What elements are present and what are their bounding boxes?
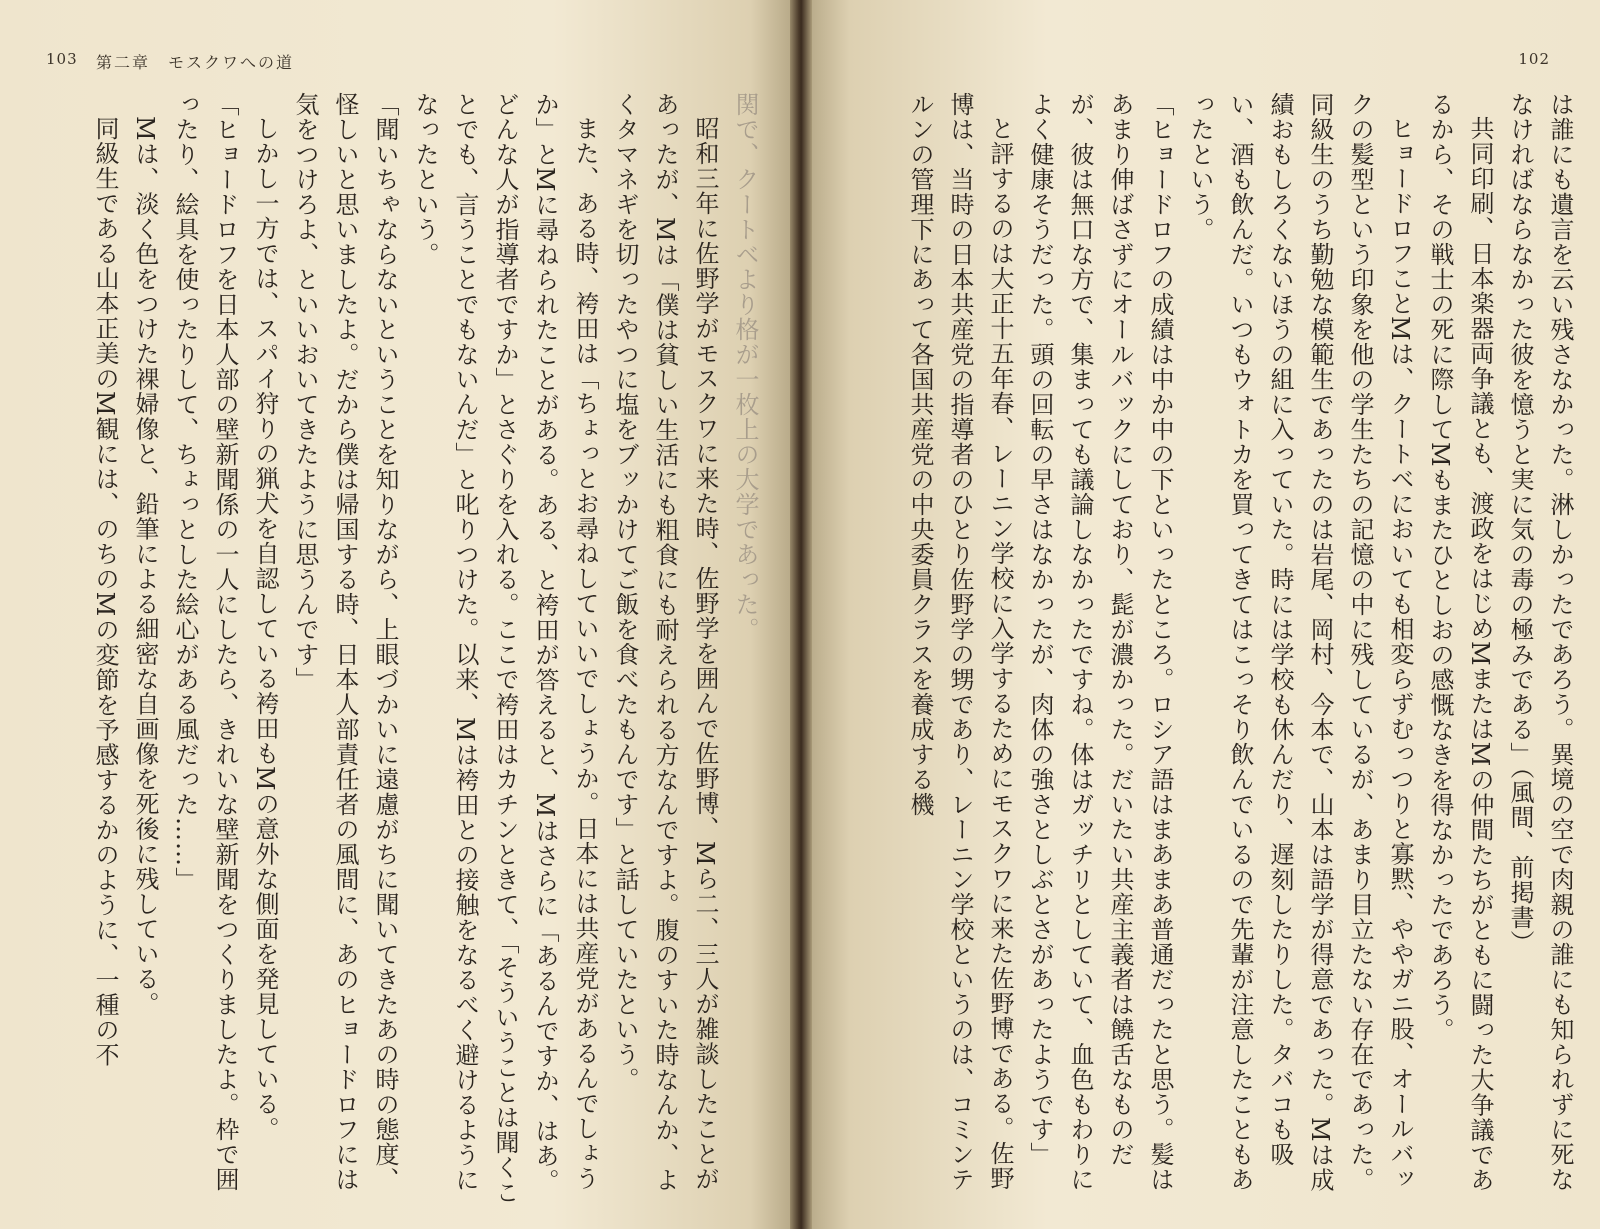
faded-line: 関で、クートベより格が一枚上の大学であった。 xyxy=(731,92,759,642)
paragraph: Mは、淡く色をつけた裸婦像と、鉛筆による細密な自画像を死後に残している。 xyxy=(131,116,159,1017)
page-number-left: 103 xyxy=(46,50,78,68)
paragraph: は誰にも遺言を云い残さなかった。淋しかったであろう。異境の空で肉親の誰にも知られずに死ななければならなかった彼を憶うと実に気の毒の極みである」（風間、前掲書） xyxy=(1506,92,1574,1192)
paragraph: 「聞いちゃならないということを知りながら、上眼づかいに遠慮がちに聞いてきたあの時の態度、怪しいと思いましたよ。だから僕は帰国する時、日本人部責任者の風間に、あのヒョードロフには気をつけろよ、といいおいてきたように思うんです」 xyxy=(291,92,399,1192)
paragraph: また、ある時、袴田は「ちょっとお尋ねしていいでしょうか。日本には共産党があるんでしょうか」とMに尋ねられたことがある。ある、と袴田が答えると、Mはさらに「あるんですか、はあ。どんな人が指導者ですか」とさぐりを入れる。ここで袴田はカチンときて、「そういうことは聞くことでも、言うことでもないんだ」と叱りつけた。以来、Mは袴田との接触をなるべく避けるようになったという。 xyxy=(411,92,599,1205)
paragraph: 「ヒョードロフを日本人部の壁新聞係の一人にしたら、きれいな壁新聞をつくりましたよ。枠で囲ったり、絵具を使ったりして、ちょっとした絵心がある風だった……」 xyxy=(171,92,239,1192)
paragraph: 同級生である山本正美のM観には、のちのMの変節を予感するかのように、一種の不 xyxy=(91,116,119,1068)
right-page xyxy=(810,0,1600,1229)
paragraph: しかし一方では、スパイ狩りの猟犬を自認している袴田もMの意外な側面を発見している。 xyxy=(251,116,279,1142)
book-gutter xyxy=(788,0,812,1229)
right-page-body xyxy=(830,92,1580,1212)
page-number-right: 102 xyxy=(1518,50,1550,68)
paragraph: 昭和三年に佐野学がモスクワに来た時、佐野学を囲んで佐野博、Mら二、三人が雑談したことがあったが、Mは「僕は貧しい生活にも粗食にも耐えられる方なんですよ。腹のすいた時なんか、よくタマネギを切ったやつに塩をブッかけてご飯を食べたもんです」と話していたという。 xyxy=(611,92,719,1193)
paragraph: 「ヒョードロフの成績は中か中の下といったところ。ロシア語はまあまあ普通だったと思う。髪はあまり伸ばさずにオールバックにしており、髭が濃かった。だいたい共産主義者は饒舌なものだが、彼は無口な方で、集まっても議論しなかったですね。体はガッチリとしていて、血色もわりによく健康そうだった。頭の回転の早さはなかったが、肉体の強さとしぶとさがあったようです」 xyxy=(1026,92,1174,1192)
paragraph: 共同印刷、日本楽器両争議とも、渡政をはじめMまたはMの仲間たちがともに闘った大争議であるから、その戦士の死に際してMもまたひとしおの感慨なきを得なかったであろう。 xyxy=(1426,92,1494,1193)
left-page-body xyxy=(20,92,765,1212)
left-page xyxy=(0,0,790,1229)
running-head: 第二章 モスクワへの道 xyxy=(96,53,295,72)
paragraph: と評するのは大正十五年春、レーニン学校に入学するためにモスクワに来た佐野博である。佐野博は、当時の日本共産党の指導者のひとり佐野学の甥であり、レーニン学校というのは、コミンテルンの管理下にあって各国共産党の中央委員クラスを養成する機 xyxy=(906,92,1014,1192)
paragraph: ヒョードロフことMは、クートベにおいても相変らずむっつりと寡黙、ややガニ股、オールバックの髪型という印象を他の学生たちの記憶の中に残しているが、あまり目立たない存在であった。同級生のうち勤勉な模範生であったのは岩尾、岡村、今本で、山本は語学が得意であった。Mは成績おもしろくないほうの組に入っていた。時には学校も休んだり、遅刻したりした。タバコも吸い、酒も飲んだ。いつもウォトカを買ってきてはこっそり飲んでいるので先輩が注意したこともあったという。 xyxy=(1186,92,1414,1193)
